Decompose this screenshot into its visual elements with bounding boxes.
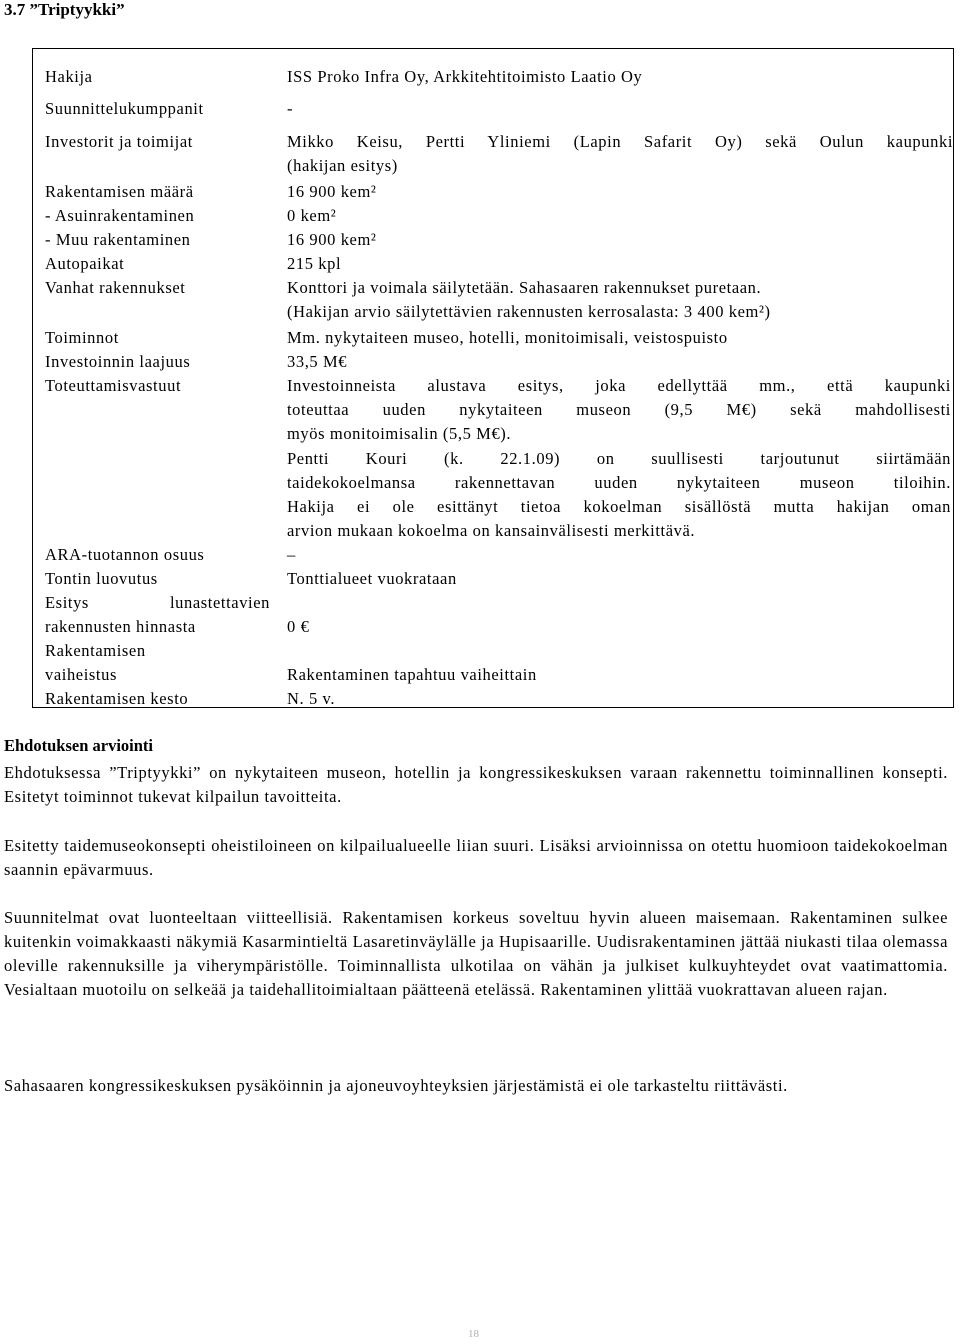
toteutus-line: Hakija ei ole esittänyt tietoa kokoelman sisällöstä mutta hakijan oman	[287, 497, 951, 516]
vaiheistus-label-1: Rakentamisen	[45, 641, 146, 660]
vanhat-value-1: Konttori ja voimala säilytetään. Sahasaaren rakennukset puretaan.	[287, 278, 762, 297]
autopaikat-label: Autopaikat	[45, 254, 125, 273]
ara-value: –	[287, 545, 296, 564]
vanhat-value-2: (Hakijan arvio säilytettävien rakennusten kerrosalasta: 3 400 kem²)	[287, 302, 771, 321]
toteutus-line: taidekokoelmansa rakennettavan uuden nykytaiteen museon tiloihin.	[287, 473, 951, 492]
toiminnot-label: Toiminnot	[45, 328, 119, 347]
vanhat-label: Vanhat rakennukset	[45, 278, 186, 297]
esitys-label-2: rakennusten hinnasta	[45, 617, 196, 636]
hakija-value: ISS Proko Infra Oy, Arkkitehtitoimisto Laatio Oy	[287, 67, 643, 86]
esitys-value: 0 €	[287, 617, 310, 636]
evaluation-paragraph: Ehdotuksessa ”Triptyykki” on nykytaiteen museon, hotellin ja kongressikeskuksen varaan rakennettu toiminnallinen konsepti. Esitetyt toiminnot tukevat kilpailun tavoitteita.	[4, 763, 948, 806]
investorit-label: Investorit ja toimijat	[45, 132, 193, 151]
asuin-value: 0 kem²	[287, 206, 337, 225]
vaiheistus-label-2: vaiheistus	[45, 665, 117, 684]
suunnittelu-value: -	[287, 99, 294, 118]
vaiheistus-value: Rakentaminen tapahtuu vaiheittain	[287, 665, 537, 684]
tontin-value: Tonttialueet vuokrataan	[287, 569, 457, 588]
toteutus-line: myös monitoimisalin (5,5 M€).	[287, 424, 512, 443]
maara-label: Rakentamisen määrä	[45, 182, 194, 201]
toteutus-line: Investoinneista alustava esitys, joka edellyttää mm., että kaupunki	[287, 376, 951, 395]
investorit-value-2: (hakijan esitys)	[287, 156, 398, 175]
ara-label: ARA-tuotannon osuus	[45, 545, 205, 564]
toteutus-label: Toteuttamisvastuut	[45, 376, 182, 395]
suunnittelu-label: Suunnittelukumppanit	[45, 99, 204, 118]
toteutus-line: arvion mukaan kokoelma on kansainvälisesti merkittävä.	[287, 521, 696, 540]
investorit-value-1: Mikko Keisu, Pertti Yliniemi (Lapin Safarit Oy) sekä Oulun kaupunki	[287, 132, 953, 151]
toteutus-line: toteuttaa uuden nykytaiteen museon (9,5 M€) sekä mahdollisesti	[287, 400, 951, 419]
laajuus-value: 33,5 M€	[287, 352, 348, 371]
page-number: 18	[468, 1328, 479, 1340]
evaluation-paragraph: Suunnitelmat ovat luonteeltaan viitteellisiä. Rakentamisen korkeus soveltuu hyvin alueen maisemaan. Rakentaminen sulkee kuitenkin voimakkaasti näkymiä Kasarmintieltä Lasaretinväylälle ja Hupisaarille. Uudisrakentaminen jättää niukasti tilaa olemassa oleville rakennuksille ja viherympäristölle. Toiminnallista ulkotilaa on vähän ja julkiset kulkuyhteydet ovat vaatimattomia. Vesialtaan muotoilu on selkeää ja taidehallitoimialtaan päätteenä etelässä. Rakentaminen ylittää vuokrattavan alueen rajan.	[4, 908, 948, 999]
toiminnot-value: Mm. nykytaiteen museo, hotelli, monitoimisali, veistospuisto	[287, 328, 728, 347]
autopaikat-value: 215 kpl	[287, 254, 342, 273]
section-heading: 3.7 ”Triptyykki”	[4, 0, 125, 19]
tontin-label: Tontin luovutus	[45, 569, 158, 588]
kesto-value: N. 5 v.	[287, 689, 336, 708]
evaluation-title: Ehdotuksen arviointi	[4, 736, 153, 755]
esitys-label-1: Esitys lunastettavien	[45, 593, 270, 612]
maara-value: 16 900 kem²	[287, 182, 377, 201]
muu-value: 16 900 kem²	[287, 230, 377, 249]
kesto-label: Rakentamisen kesto	[45, 689, 189, 708]
hakija-label: Hakija	[45, 67, 93, 86]
asuin-label: - Asuinrakentaminen	[45, 206, 195, 225]
evaluation-paragraph: Sahasaaren kongressikeskuksen pysäköinnin ja ajoneuvoyhteyksien järjestämistä ei ole tarkasteltu riittävästi.	[4, 1076, 788, 1095]
muu-label: - Muu rakentaminen	[45, 230, 191, 249]
laajuus-label: Investoinnin laajuus	[45, 352, 191, 371]
toteutus-line: Pentti Kouri (k. 22.1.09) on suullisesti tarjoutunut siirtämään	[287, 449, 951, 468]
evaluation-paragraph: Esitetty taidemuseokonsepti oheistiloineen on kilpailualueelle liian suuri. Lisäksi arvioinnissa on otettu huomioon taidekokoelman saannin epävarmuus.	[4, 836, 948, 879]
